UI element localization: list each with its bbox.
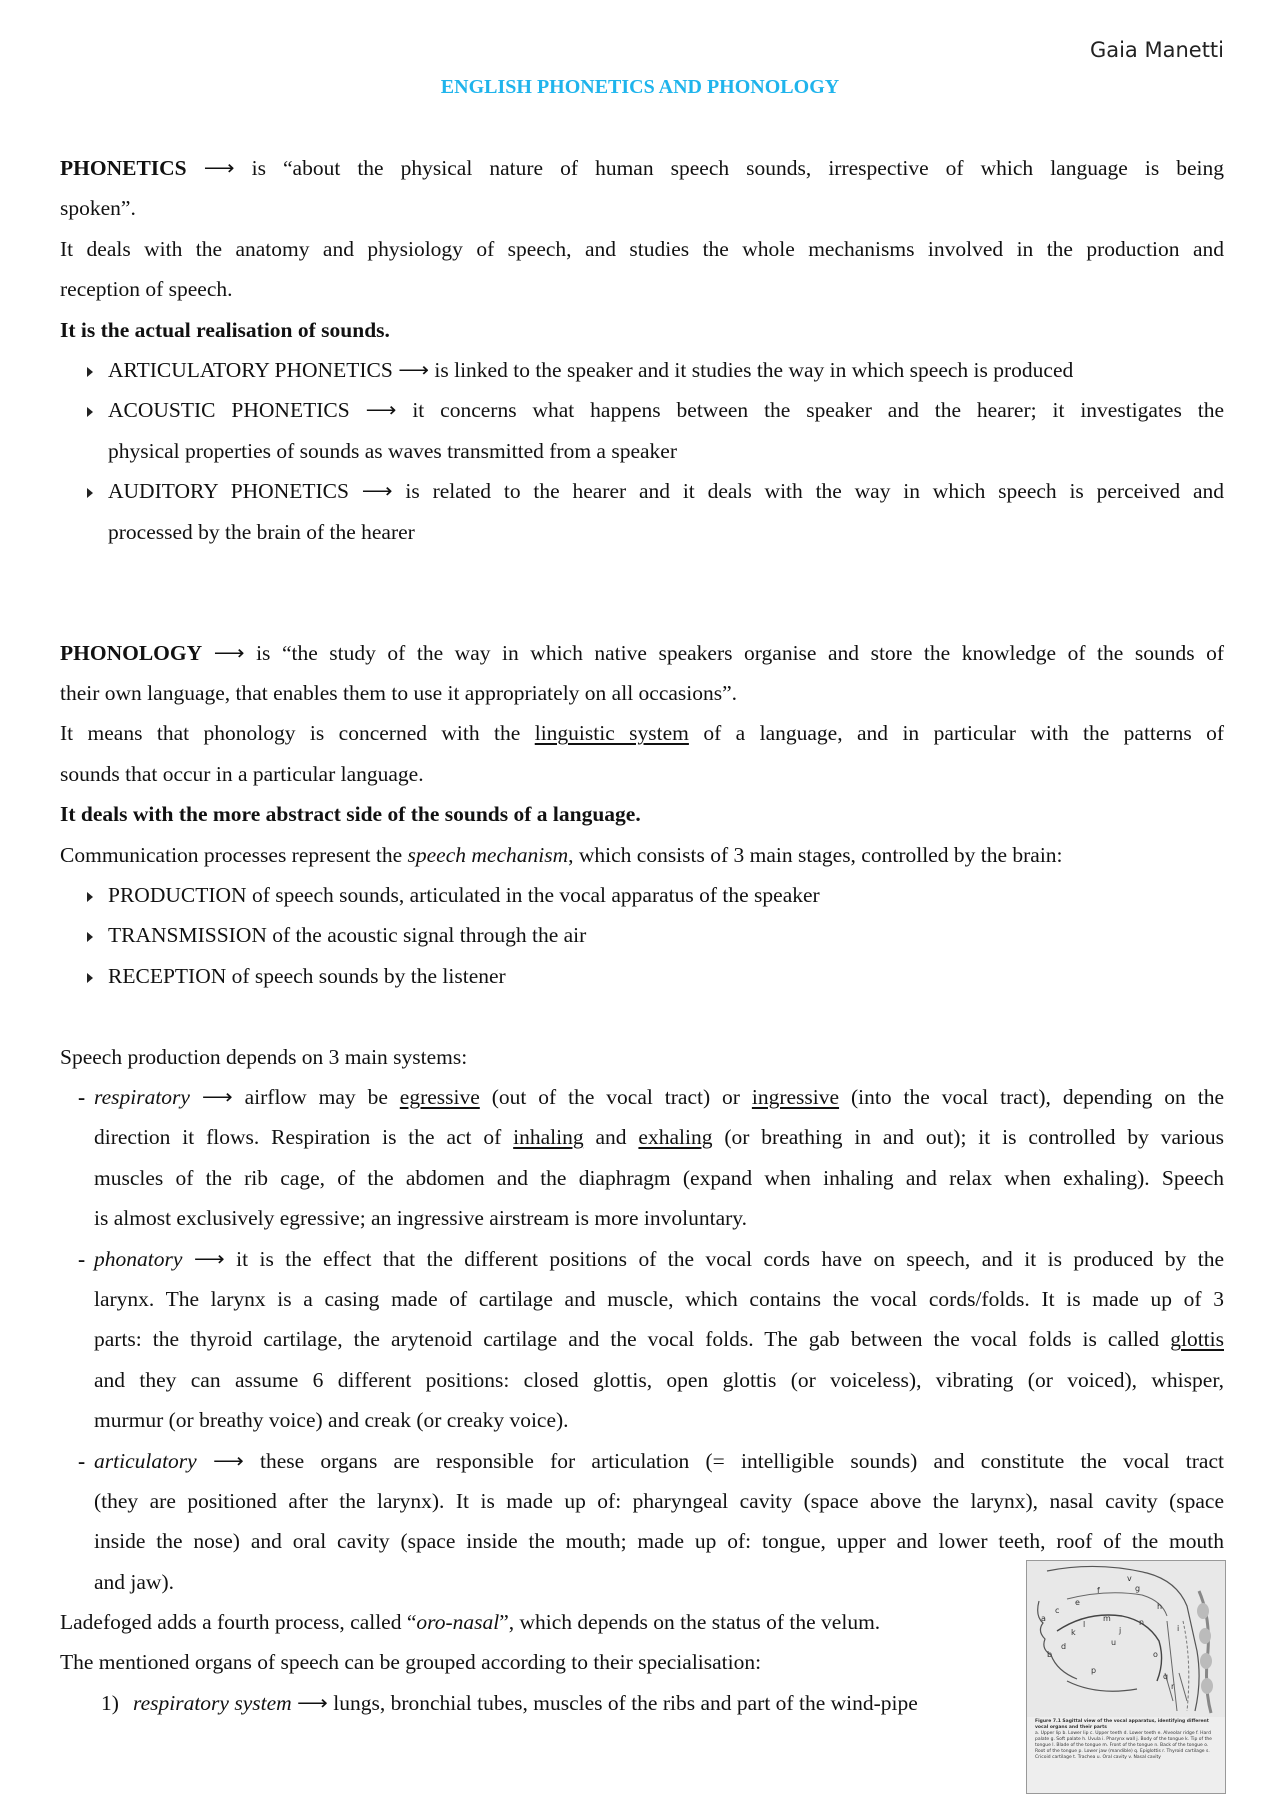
svg-text:k: k — [1071, 1628, 1076, 1637]
phonetics-paragraph: It deals with the anatomy and physiology of speech, and studies the whole mechanisms involved in the production and — [60, 236, 1224, 261]
svg-text:b: b — [1047, 1650, 1053, 1659]
svg-text:j: j — [1119, 1626, 1122, 1635]
phonology-bold-statement: It deals with the more abstract side of the sounds of a language. — [60, 802, 641, 827]
list-item: ARTICULATORY PHONETICS ⟶ is linked to the speaker and it studies the way in which speech is produced — [108, 357, 1074, 382]
organs-intro: The mentioned organs of speech can be grouped according to their specialisation: — [60, 1650, 762, 1675]
phonology-definition: PHONOLOGY ⟶ is “the study of the way in which native speakers organise and store the knowledge of the sounds of — [60, 640, 1225, 665]
document-body: PHONETICS ⟶ is “about the physical nature of human speech sounds, irrespective of which language is being spoken”. It deals with the anatomy and physiology of speech, and studies the whole mechanisms involved in the production and reception of speech. It is the actual realisation of sounds. ARTICULATORY PHONETICS ⟶ is linked to the speaker and it studies the way in which speech is produced ACOUSTIC PHONETICS ⟶ it concerns what happens between the speaker and the hearer; it investigates the physical properties of sounds as waves transmitted from a speaker AUDITORY PHONETICS ⟶ is related to the hearer and it deals with the way in which speech is perceived and processed by the brain of the hearer PHONOLOGY ⟶ is “the study of the way in which native speakers organise and store the knowledge of the sounds of their own language, that enables them to use it appropriately on all occasions”. It means that phonology is concerned with the linguistic system of a language, and in particular with the patterns of sounds that occur in a particular language. It deals with the more abstract side of the sounds of a language. Communication processes represent the speech mechanism, which consists of 3 main stages, controlled by the brain: PRODUCTION of speech sounds, articulated in the vocal apparatus of the speaker TRANSMISSION of the acoustic signal through the air RECEPTION of speech sounds by the listener Speech production depends on 3 main systems: - respiratory ⟶ airflow may be egressive (out of the vocal tract) or ingressive (into the vocal tract), depending on the direction it flows. Respiration is the act of inhaling and exhaling (or breathing in and out); it is controlled by various muscles of the rib cage, of the abdomen and the diaphragm (expand when inhaling and relax when exhaling). Speech is almost exclusively egressive; an ingressive airstream is more involuntary. - phonatory ⟶ it is the effect that the different positions of the vocal cords have on speech, and it is produced by the larynx. The larynx is a casing made of cartilage and muscle, which contains the vocal cords/folds. It is made up of 3 parts: the thyroid cartilage, the arytenoid cartilage and the vocal folds. The gab between the vocal folds is called glottis and they can assume 6 different positions: closed glottis, open glottis (or voiceless), vibrating (or voiced), whisper, murmur (or breathy voice) and creak (or creaky voice). - articulatory ⟶ these organs are responsible for articulation (= intelligible sounds) and constitute the vocal tract (they are positioned after the larynx). It is made up of: pharyngeal cavity (space above the larynx), nasal cavity (space inside the nose) and oral cavity (space inside the mouth; made up of: tongue, upper and lower teeth, roof of the mouth and jaw). Ladefoged adds a fourth process, called “oro-nasal”, which depends on the status of the velum. The mentioned organs of speech can be grouped according to their specialisation: 1) respiratory system ⟶ lungs, bronchial tubes, muscles of the ribs and part of the wind-pipe — [60, 148, 1224, 1723]
respiratory-item: - respiratory ⟶ airflow may be egressive (out of the vocal tract) or ingressive (into the vocal tract), depending on the — [78, 1085, 1224, 1109]
list-item: TRANSMISSION of the acoustic signal through the air — [108, 923, 587, 948]
list-item: PRODUCTION of speech sounds, articulated in the vocal apparatus of the speaker — [108, 883, 820, 908]
communication-paragraph: Communication processes represent the speech mechanism, which consists of 3 main stages, controlled by the brain: — [60, 842, 1063, 867]
svg-text:m: m — [1103, 1614, 1111, 1623]
list-item: ACOUSTIC PHONETICS ⟶ it concerns what happens between the speaker and the hearer; it investigates the — [108, 398, 1224, 423]
page-title: ENGLISH PHONETICS AND PHONOLOGY — [440, 76, 840, 98]
sagittal-view-diagram — [1027, 1561, 1225, 1717]
svg-text:l: l — [1083, 1620, 1086, 1629]
svg-text:a: a — [1041, 1614, 1046, 1623]
svg-text:c: c — [1055, 1606, 1060, 1615]
phonatory-item: - phonatory ⟶ it is the effect that the different positions of the vocal cords have on speech, and it is produced by the — [78, 1246, 1225, 1271]
list-item: RECEPTION of speech sounds by the listener — [108, 963, 506, 988]
svg-text:f: f — [1097, 1586, 1100, 1595]
list-item: 1) respiratory system ⟶ lungs, bronchial tubes, muscles of the ribs and part of the wind-pipe — [101, 1690, 918, 1715]
svg-text:q: q — [1163, 1672, 1169, 1681]
svg-text:e: e — [1075, 1598, 1080, 1607]
phonology-paragraph: It means that phonology is concerned with the linguistic system of a language, and in particular with the patterns of — [60, 721, 1225, 746]
svg-text:u: u — [1111, 1638, 1117, 1647]
svg-text:r: r — [1171, 1682, 1175, 1691]
ladefoged-paragraph: Ladefoged adds a fourth process, called “oro-nasal”, which depends on the status of the velum. — [60, 1610, 881, 1635]
svg-text:n: n — [1139, 1618, 1145, 1627]
svg-text:d: d — [1061, 1642, 1067, 1651]
phonetics-definition: PHONETICS ⟶ is “about the physical nature of human speech sounds, irrespective of which language is being — [60, 156, 1225, 180]
figure-caption: Figure 7.1 Sagittal view of the vocal apparatus, identifying different vocal organs and their parts a. Upper lip b. Lower lip c. Upper teeth d. Lower teeth e. Alveolar ridge f. Hard palate g. Soft palate h. Uvula i. Pharynx wall j. Body of the tongue k. Tip of the tongue l. Blade of the tongue m. Front of the tongue n. Back of the tongue o. Root of the tongue p. Lower jaw (mandible) q. Epiglottis r. Thyroid cartilage s. Cricoid cartilage t. Trachea u. Oral cavity v. Nasal cavity — [1035, 1719, 1212, 1760]
svg-text:v: v — [1127, 1574, 1132, 1583]
phonetics-term: PHONETICS — [60, 156, 187, 180]
list-item: AUDITORY PHONETICS ⟶ is related to the hearer and it deals with the way in which speech is perceived and — [108, 479, 1225, 504]
svg-text:h: h — [1157, 1602, 1163, 1611]
svg-text:p: p — [1091, 1666, 1097, 1675]
vocal-apparatus-figure — [1026, 1560, 1226, 1794]
articulatory-item: - articulatory ⟶ these organs are responsible for articulation (= intelligible sounds) and constitute the vocal tract — [78, 1448, 1224, 1473]
phonetics-bold-statement: It is the actual realisation of sounds. — [60, 317, 390, 342]
phonology-term: PHONOLOGY — [60, 640, 203, 665]
systems-intro: Speech production depends on 3 main systems: — [60, 1044, 468, 1069]
author-name: Gaia Manetti — [1089, 38, 1224, 62]
arrow: ⟶ — [203, 156, 235, 180]
svg-text:o: o — [1153, 1650, 1158, 1659]
svg-text:i: i — [1177, 1624, 1180, 1633]
svg-text:g: g — [1135, 1584, 1141, 1593]
